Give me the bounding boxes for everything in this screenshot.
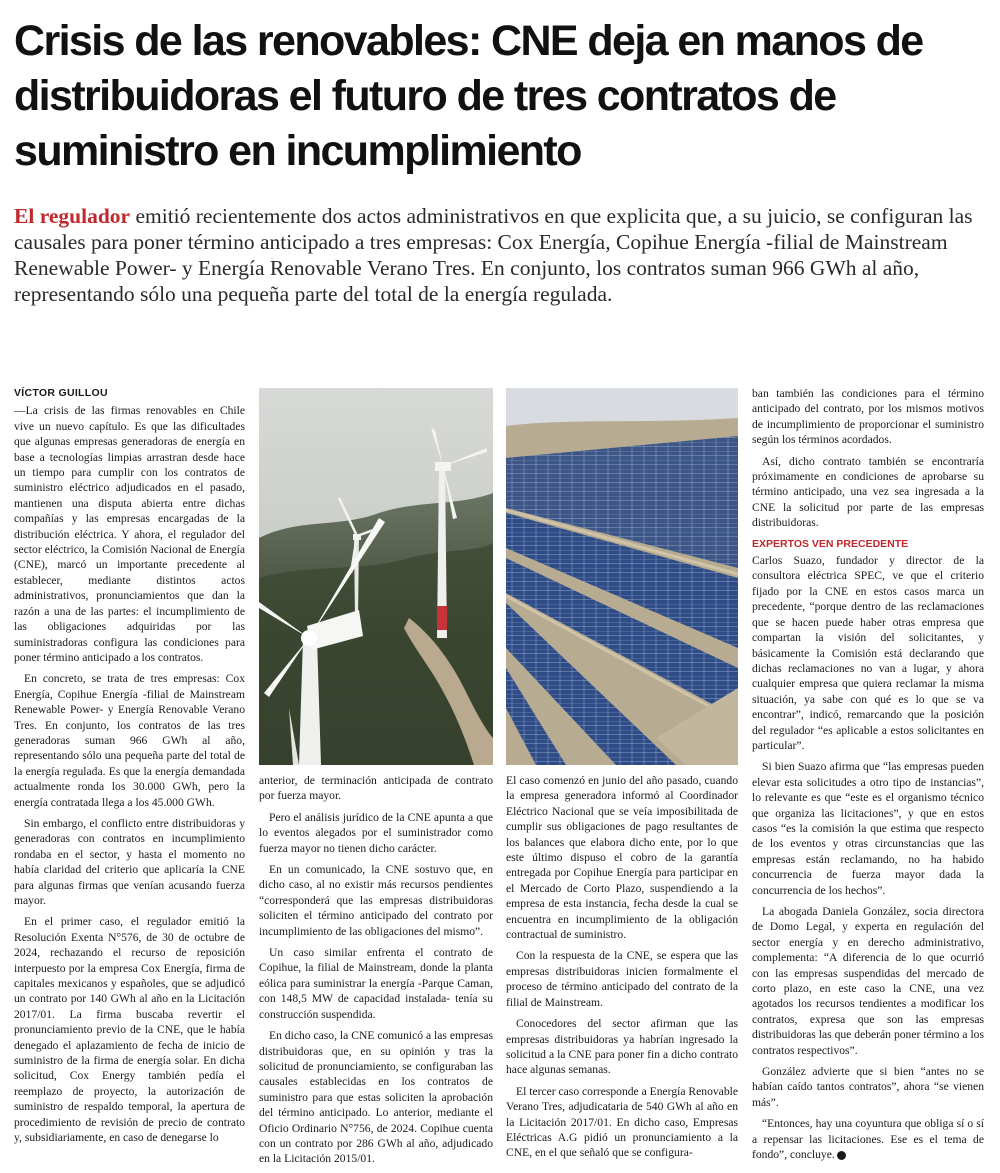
paragraph: El tercer caso corresponde a Energía Renovable Verano Tres, adjudicataria de 540 GWh al año en la Licitación 2017/01. En dicho caso, Empresas Eléctricas A.G pidió un pronunciamiento a la CNE, en el que señaló que se configura- xyxy=(506,1084,738,1160)
section-subhead: EXPERTOS VEN PRECEDENTE xyxy=(752,537,909,550)
paragraph: Pero el análisis jurídico de la CNE apunta a que lo eventos alegados por el suministrador como fuerza mayor no tienen dicho carácter. xyxy=(259,810,493,855)
solar-panels-photo xyxy=(506,388,738,765)
paragraph: Si bien Suazo afirma que “las empresas pueden elevar esta solicitudes a otro tipo de instancias”, lo relevante es que “este es el organismo técnico que organiza las licitaciones”, y que en estos casos “es la comisión la que estima que respecto de los eventos y otras circunstancias que las empresas están reclamando, no ha habido concurrencia de fuerza mayor dada la concurrencia de los hechos”. xyxy=(752,760,984,897)
lead-paragraph xyxy=(14,203,989,307)
paragraph: Sin embargo, el conflicto entre distribuidoras y generadoras con contratos en incumplimiento rondaba en el sector, y hasta el momento no había claridad del criterio que aplicaría la CNE para algunas firmas que venían acusando fuerza mayor. xyxy=(14,816,245,907)
paragraph: González advierte que si bien “antes no se habían caído tantos contratos”, ahora “se vienen más”. xyxy=(752,1065,984,1109)
wind-turbines-photo xyxy=(259,388,493,765)
article-column-4 xyxy=(752,386,984,1169)
paragraph: La abogada Daniela González, socia directora de Domo Legal, y experta en regulación del sector energía y en derecho administrativo, complementa: “A diferencia de lo que ocurrió con las empresas suspendidas del mercado de corto plazo, en este caso la CNE, una vez agotados los recursos tendientes a modificar los contratos, expresa que son las empresas distribuidoras las que deberán poner término a los contratos respectivos”. xyxy=(752,905,984,1057)
paragraph xyxy=(752,1116,984,1162)
article-column-2 xyxy=(259,773,493,1173)
article-column-1 xyxy=(14,386,245,1152)
headline: Crisis de las renovables: CNE deja en manos de distribuidoras el futuro de tres contratos de suministro en incumplimiento xyxy=(14,17,923,175)
paragraph: Con la respuesta de la CNE, se espera que las empresas distribuidoras inicien formalmente el proceso de término anticipado del contrato de la filial de Mainstream. xyxy=(506,949,738,1009)
lead-kicker: El regulador xyxy=(14,204,131,228)
paragraph: En el primer caso, el regulador emitió la Resolución Exenta N°576, de 30 de octubre de 2024, rechazando el recurso de reposición interpuesto por la empresa Cox Energía, firma de capitales mexicanos y españoles, que se adjudicó un contrato por 140 GWh al año en la Licitación 2017/01. La firma buscaba revertir el pronunciamiento previo de la CNE, que le había denegado el aplazamiento de fecha de inicio de suministro de la firma de energía solar. En dicha solicitud, Cox Energy también pedía el reemplazo de proyecto, la autorización de suministro de respaldo temporal, la apertura de procedimiento de revisión de precio de contrato y, subsidiariamente, en caso de denegarse lo xyxy=(14,915,245,1145)
paragraph: En un comunicado, la CNE sostuvo que, en dicho caso, al no existir más recursos pendientes “corresponderá que las empresas distribuidoras soliciten el término anticipado del contrato por incumplimiento de las obligaciones del mismo”. xyxy=(259,863,493,938)
paragraph: En concreto, se trata de tres empresas: Cox Energía, Copihue Energía -filial de Mainstream Renewable Power- y Energía Renovable Verano Tres. En conjunto, los contratos de las tres generadoras suman 966 GWh al año, representando sólo una pequeña parte del total de la energía regulada. Es que la energía demandada actualmente ronda los 30.000 GWh, pero la energía contratada llega a los 45.000 GWh. xyxy=(14,672,245,809)
paragraph: ban también las condiciones para el término anticipado del contrato, por los mismos motivos de incumplimiento de proporcionar el suministro según los términos acordados. xyxy=(752,387,984,447)
lead-text: emitió recientemente dos actos administrativos en que explicita que, a su juicio, se configuran las causales para poner término anticipado a tres empresas: Cox Energía, Copihue Energía -filial de Mainstream Renewable Power- y Energía Renovable Verano Tres. En conjunto, los contratos suman 966 GWh al año, representando sólo una pequeña parte del total de la energía regulada. xyxy=(14,204,973,306)
paragraph: Así, dicho contrato también se encontraría próximamente en condiciones de aprobarse su término anticipado, una vez sea ingresada a la CNE la solicitud por parte de las empresas distribuidoras. xyxy=(752,454,984,530)
paragraph: Carlos Suazo, fundador y director de la consultora eléctrica SPEC, ve que el criterio fijado por la CNE en estos casos marca un precedente, “porque dentro de las reclamaciones que se hacen puede haber otras empresa que compartan la visión del solicitantes, y básicamente la Comisión está declarando que dichas reclamaciones no van a lugar, y ahora cualquier empresa que quiera reclamar la misma situación, ya sabe con qué es lo que se va encontrar”, indicó, remarcando que la posición del regulador “es aplicable a estos solicitantes en particular”. xyxy=(752,554,984,752)
paragraph: Conocedores del sector afirman que las empresas distribuidoras ya habrían ingresado la solicitud a la CNE para poner fin a dicho contrato hace algunas semanas. xyxy=(506,1017,738,1077)
closing-text: “Entonces, hay una coyuntura que obliga sí o sí a repensar las licitaciones. Ese es el tema de fondo”, concluye. xyxy=(752,1117,984,1162)
paragraph: En dicho caso, la CNE comunicó a las empresas distribuidoras que, en su opinión y tras la solicitud de pronunciamiento, se configuraban las causales establecidas en los contratos de suministro para que estas soliciten la aprobación del término anticipado. Lo anterior, mediante el Oficio Ordinario N°756, de 2024. Copihue cuenta con un contrato por 286 GWh al año, adjudicado en la Licitación 2015/01. xyxy=(259,1029,493,1166)
end-mark-icon xyxy=(837,1151,846,1160)
paragraph: El caso comenzó en junio del año pasado, cuando la empresa generadora informó al Coordinador Eléctrico Nacional que se veía imposibilitada de cumplir sus obligaciones de pago resultantes de los balances que elabora dicho ente, por lo que este último dispuso el cobro de la garantía entregada por Copihue Energía para participar en el Mercado de Corto Plazo, suspendiendo a la empresa de esta instancia, fecha desde la cual se encuentra en incumplimiento de la obligación contractual de suministro. xyxy=(506,774,738,942)
byline: VÍCTOR GUILLOU xyxy=(14,387,108,399)
paragraph: anterior, de terminación anticipada de contrato por fuerza mayor. xyxy=(259,774,493,803)
paragraph: —La crisis de las firmas renovables en Chile vive un nuevo capítulo. Es que las dificultades que algunas empresas generadoras de energía en base a tecnologías limpias arrastran desde hace un tiempo para cumplir con los contratos de suministro eléctrico adjudicados en el pasado, mantienen una disputa abierta entre dichas compañías y las empresas encargadas de la distribución eléctrica. Y ahora, el regulador del sector eléctrico, la Comisión Nacional de Energía (CNE), marcó un importante precedente al establecer, mediante distintos actos administrativos, pronunciamientos que dan la razón a una de las partes: el incumplimiento de las obligaciones adquiridas por las suministradoras configura las condiciones para poner término anticipado a los contratos. xyxy=(14,404,245,664)
article-column-3 xyxy=(506,773,738,1167)
paragraph: Un caso similar enfrenta el contrato de Copihue, la filial de Mainstream, donde la planta eólica para suministrar la energía -Parque Caman, con 148,5 MW de capacidad instalada- tenía su construcción suspendida. xyxy=(259,946,493,1021)
